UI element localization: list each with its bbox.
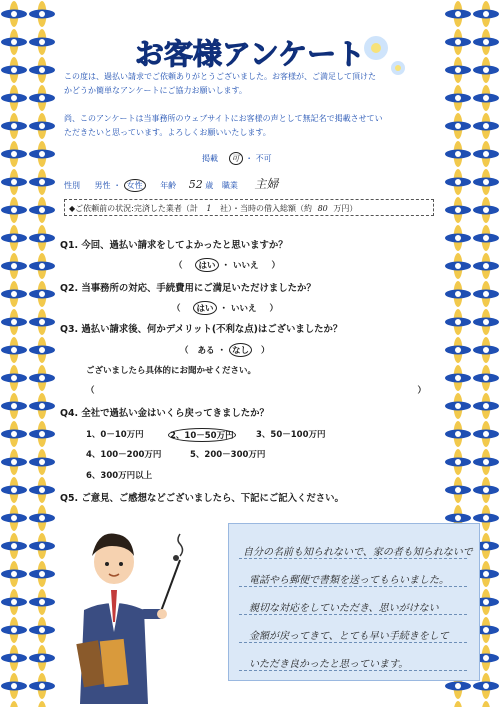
q1-answer-no: いいえ xyxy=(232,261,259,271)
paren: （ xyxy=(174,261,183,271)
separator: ・ xyxy=(113,181,122,190)
paren: （ xyxy=(86,386,95,396)
job-label: 職業 xyxy=(221,181,238,190)
publish-label: 掲載 xyxy=(202,154,218,163)
comment-line-1: 自分の名前も知られないで、家の者も知られないで xyxy=(243,547,473,558)
q3-options xyxy=(180,343,269,357)
intro-line: この度は、過払い請求でご依頼ありがとうございました。お客様が、ご満足して頂けた xyxy=(64,72,376,81)
q2-answer-yes: はい xyxy=(193,301,216,315)
q4-option-1: 1、0－10万円 xyxy=(86,430,144,440)
writing-line xyxy=(239,614,467,615)
q1-answer-yes: はい xyxy=(195,258,218,272)
q4-answer-selected: 2、10－50万円 xyxy=(168,428,236,442)
gender-female: 女性 xyxy=(124,179,146,192)
q3-followup: ございましたら具体的にお聞かせください。 xyxy=(86,366,257,376)
intro-paragraph-2 xyxy=(64,112,436,139)
separator: ・ xyxy=(221,261,230,271)
intro-line: ただきたいと思っています。よろしくお願いいたします。 xyxy=(64,127,271,137)
separator: ・ xyxy=(219,304,228,314)
writing-line xyxy=(239,586,467,587)
publish-row xyxy=(202,152,272,165)
music-note-icon xyxy=(173,534,183,561)
intro-line: 尚、このアンケートは当事務所のウェブサイトにお客様の声として無記名で掲載させてい xyxy=(64,114,383,123)
q4-option-5: 5、200－300万円 xyxy=(190,450,266,460)
gender-male: 男性 xyxy=(94,181,111,190)
separator: ・ xyxy=(245,154,254,163)
publish-other: 不可 xyxy=(255,154,272,163)
comment-box xyxy=(228,523,480,681)
comment-line-5: いただき良かったと思っています。 xyxy=(249,659,409,670)
writing-line xyxy=(239,558,467,559)
paren: ） xyxy=(269,304,278,314)
paren: ） xyxy=(417,386,426,396)
publish-answer: 可 xyxy=(229,152,243,165)
writing-line xyxy=(239,642,467,643)
pre-status-lead: ◆ご依頼前の状況:完済した業者（計 xyxy=(69,204,198,213)
survey-sheet xyxy=(56,0,473,707)
loan-amount: 80 xyxy=(317,204,328,213)
writing-line xyxy=(239,670,467,671)
paren: ） xyxy=(271,261,280,271)
q1-options xyxy=(174,258,280,272)
question-2: Q2. 当事務所の対応、手続費用にご満足いただけましたか？ xyxy=(60,283,316,294)
paren: ） xyxy=(260,346,270,356)
question-3: Q3. 過払い請求後、何かデメリット(不利な点)はございましたか？ xyxy=(60,324,343,335)
page-title: お客様アンケート xyxy=(134,37,366,71)
q2-answer-no: いいえ xyxy=(230,304,257,314)
pre-status-mid: 社）・当時の借入総額（約 xyxy=(220,204,313,213)
job-value: 主婦 xyxy=(254,177,279,191)
paren: （ xyxy=(172,304,181,314)
question-5: Q5. ご意見、ご感想などございましたら、下記にご記入ください。 xyxy=(60,493,344,504)
q4-option-4: 4、100－200万円 xyxy=(86,450,162,460)
comment-line-2: 電話やら郵便で書類を送ってもらいました。 xyxy=(249,575,449,586)
q3-detail-field xyxy=(86,384,426,396)
q3-answer-no: なし xyxy=(229,343,252,357)
comment-line-4: 金額が戻ってきて、とても早い手続きをして xyxy=(249,631,449,642)
profile-row xyxy=(64,175,444,192)
intro-line: かどうか簡単なアンケートにご協力お願いします。 xyxy=(64,85,247,95)
q4-option-6: 6、300万円以上 xyxy=(86,471,153,481)
intro-paragraph-1 xyxy=(64,70,436,97)
age-value: 52 xyxy=(188,178,203,191)
age-unit: 歳 xyxy=(205,181,214,190)
q4-option-2 xyxy=(168,428,236,442)
q3-answer-yes: ある xyxy=(197,346,215,356)
question-1: Q1. 今回、過払い請求をしてよかったと思いますか？ xyxy=(60,240,288,251)
separator: ・ xyxy=(217,346,226,356)
question-4: Q4. 全社で過払い金はいくら戻ってきましたか？ xyxy=(60,408,269,419)
pre-status-box xyxy=(64,199,434,216)
company-count: 1 xyxy=(206,204,212,213)
left-pattern-border xyxy=(0,0,56,707)
paren: （ xyxy=(180,346,189,356)
comment-line-3: 親切な対応をしていただき、思いがけない xyxy=(249,603,439,614)
gender-label: 性別 xyxy=(64,181,80,190)
pre-status-unit: 万円） xyxy=(333,204,358,213)
q2-options xyxy=(172,301,278,315)
q4-option-3: 3、50－100万円 xyxy=(256,430,326,440)
teacher-illustration xyxy=(62,522,212,704)
age-label: 年齢 xyxy=(160,181,177,190)
